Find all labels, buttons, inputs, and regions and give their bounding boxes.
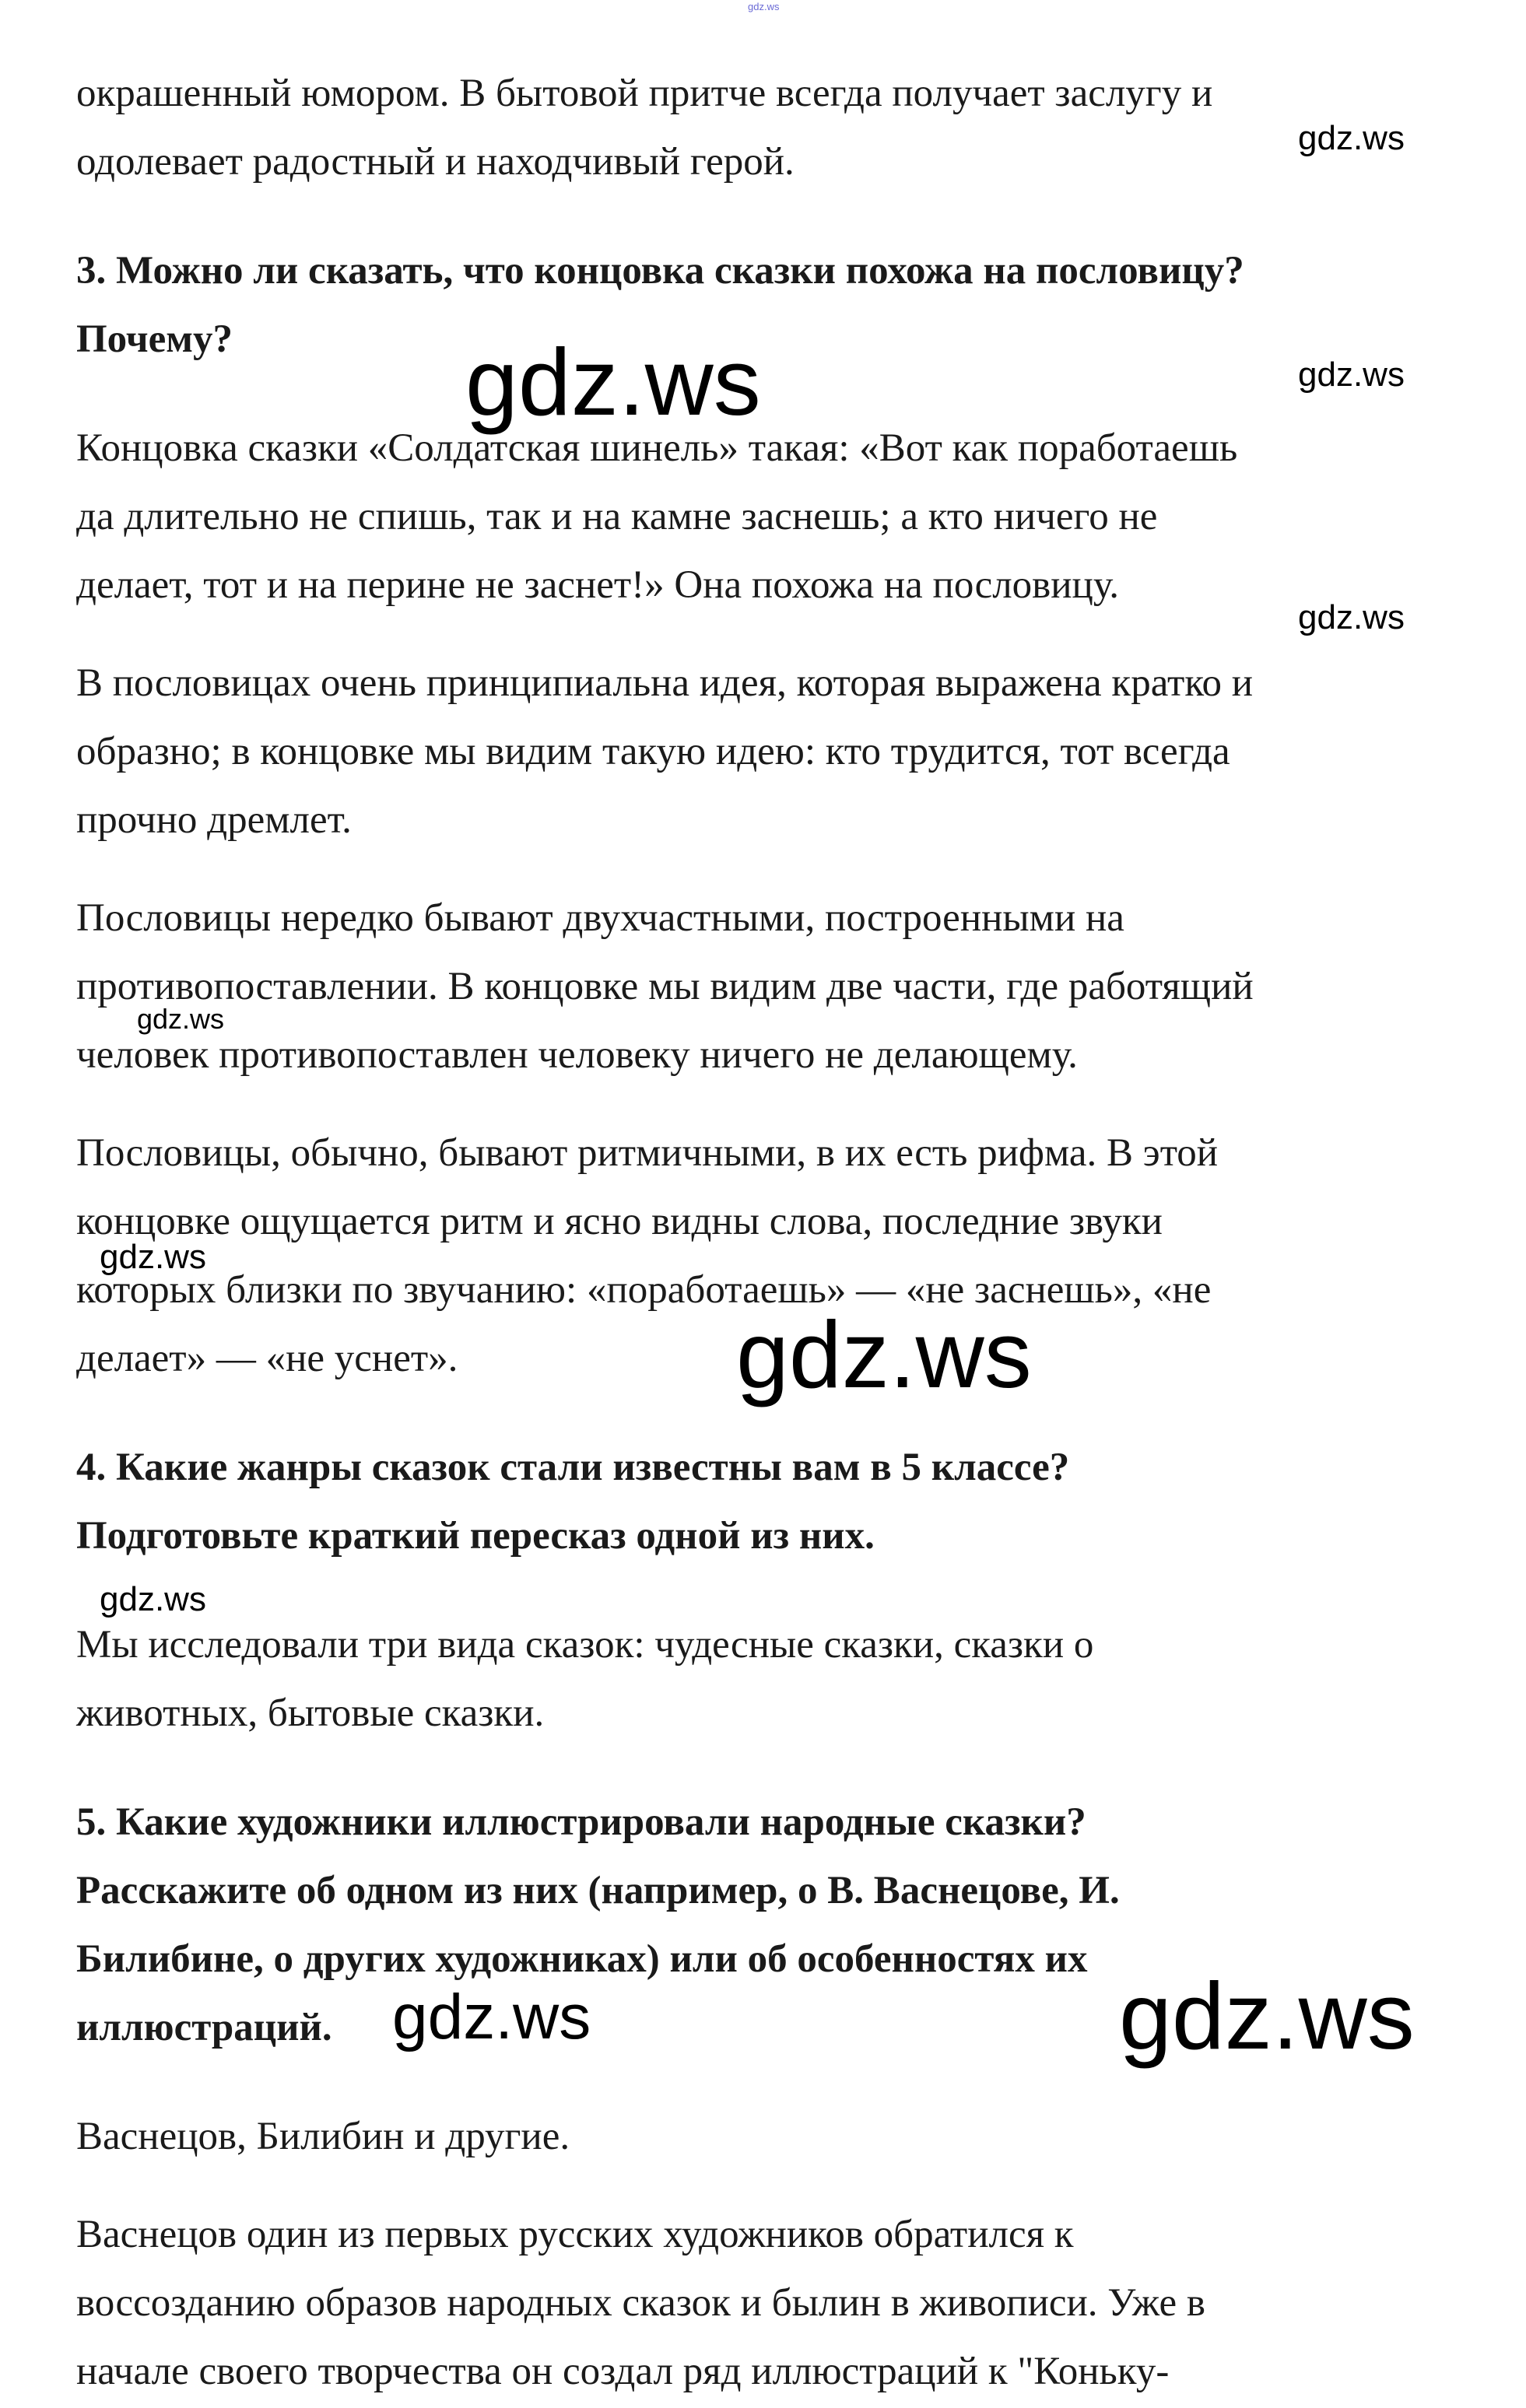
text-line: Пословицы нередко бывают двухчастными, построенными на bbox=[76, 896, 1124, 940]
question-5-line: 5. Какие художники иллюстрировали народные сказки? bbox=[76, 1800, 1086, 1844]
text-line: Пословицы, обычно, бывают ритмичными, в их есть рифма. В этой bbox=[76, 1131, 1219, 1175]
watermark-tiny: gdz.ws bbox=[748, 1, 780, 12]
text-line: делает, тот и на перине не заснет!» Она похожа на пословицу. bbox=[76, 563, 1119, 607]
text-line: окрашенный юмором. В бытовой притче всегда получает заслугу и bbox=[76, 72, 1213, 115]
question-5-line: иллюстраций. bbox=[76, 2006, 332, 2049]
question-5-line: Билибине, о других художниках) или об особенностях их bbox=[76, 1937, 1088, 1981]
text-line: одолевает радостный и находчивый герой. bbox=[76, 140, 795, 184]
text-line: Мы исследовали три вида сказок: чудесные сказки, сказки о bbox=[76, 1623, 1094, 1667]
text-line: воссозданию образов народных сказок и былин в живописи. Уже в bbox=[76, 2281, 1205, 2325]
text-line: да длительно не спишь, так и на камне заснешь; а кто ничего не bbox=[76, 495, 1158, 538]
text-line: концовке ощущается ритм и ясно видны слова, последние звуки bbox=[76, 1200, 1163, 1243]
text-line: Концовка сказки «Солдатская шинель» такая: «Вот как поработаешь bbox=[76, 426, 1238, 470]
text-line: противопоставлении. В концовке мы видим две части, где работящий bbox=[76, 965, 1254, 1008]
text-line: делает» — «не уснет». bbox=[76, 1337, 458, 1380]
watermark-small: gdz.ws bbox=[1298, 119, 1405, 157]
watermark-large: gdz.ws bbox=[465, 329, 761, 435]
watermark-small: gdz.ws bbox=[100, 1580, 206, 1618]
question-3-line: 3. Можно ли сказать, что концовка сказки похожа на пословицу? bbox=[76, 249, 1244, 293]
watermark-small: gdz.ws bbox=[1298, 356, 1405, 394]
watermark-large: gdz.ws bbox=[1119, 1963, 1415, 2069]
watermark-small: gdz.ws bbox=[100, 1238, 206, 1276]
question-5-line: Расскажите об одном из них (например, о В. Васнецове, И. bbox=[76, 1869, 1120, 1912]
text-line: Васнецов, Билибин и другие. bbox=[76, 2115, 570, 2158]
question-4-line: 4. Какие жанры сказок стали известны вам в 5 классе? bbox=[76, 1446, 1070, 1489]
text-line: которых близки по звучанию: «поработаешь» — «не заснешь», «не bbox=[76, 1268, 1212, 1312]
text-line: Васнецов один из первых русских художников обратился к bbox=[76, 2213, 1074, 2256]
text-line: животных, бытовые сказки. bbox=[76, 1691, 545, 1735]
watermark-small: gdz.ws bbox=[137, 1003, 225, 1035]
watermark-small: gdz.ws bbox=[1298, 598, 1405, 636]
text-line: образно; в концовке мы видим такую идею: кто трудится, тот всегда bbox=[76, 730, 1230, 773]
question-4-line: Подготовьте краткий пересказ одной из них. bbox=[76, 1514, 875, 1558]
watermark-large: gdz.ws bbox=[736, 1302, 1032, 1407]
text-line: В пословицах очень принципиальна идея, которая выражена кратко и bbox=[76, 661, 1254, 705]
text-line: человек противопоставлен человеку ничего не делающему. bbox=[76, 1033, 1078, 1077]
question-3-line: Почему? bbox=[76, 317, 233, 361]
text-line: начале своего творчества он создал ряд иллюстраций к "Коньку- bbox=[76, 2350, 1170, 2393]
text-line: прочно дремлет. bbox=[76, 798, 352, 842]
watermark-medium: gdz.ws bbox=[392, 1982, 591, 2052]
